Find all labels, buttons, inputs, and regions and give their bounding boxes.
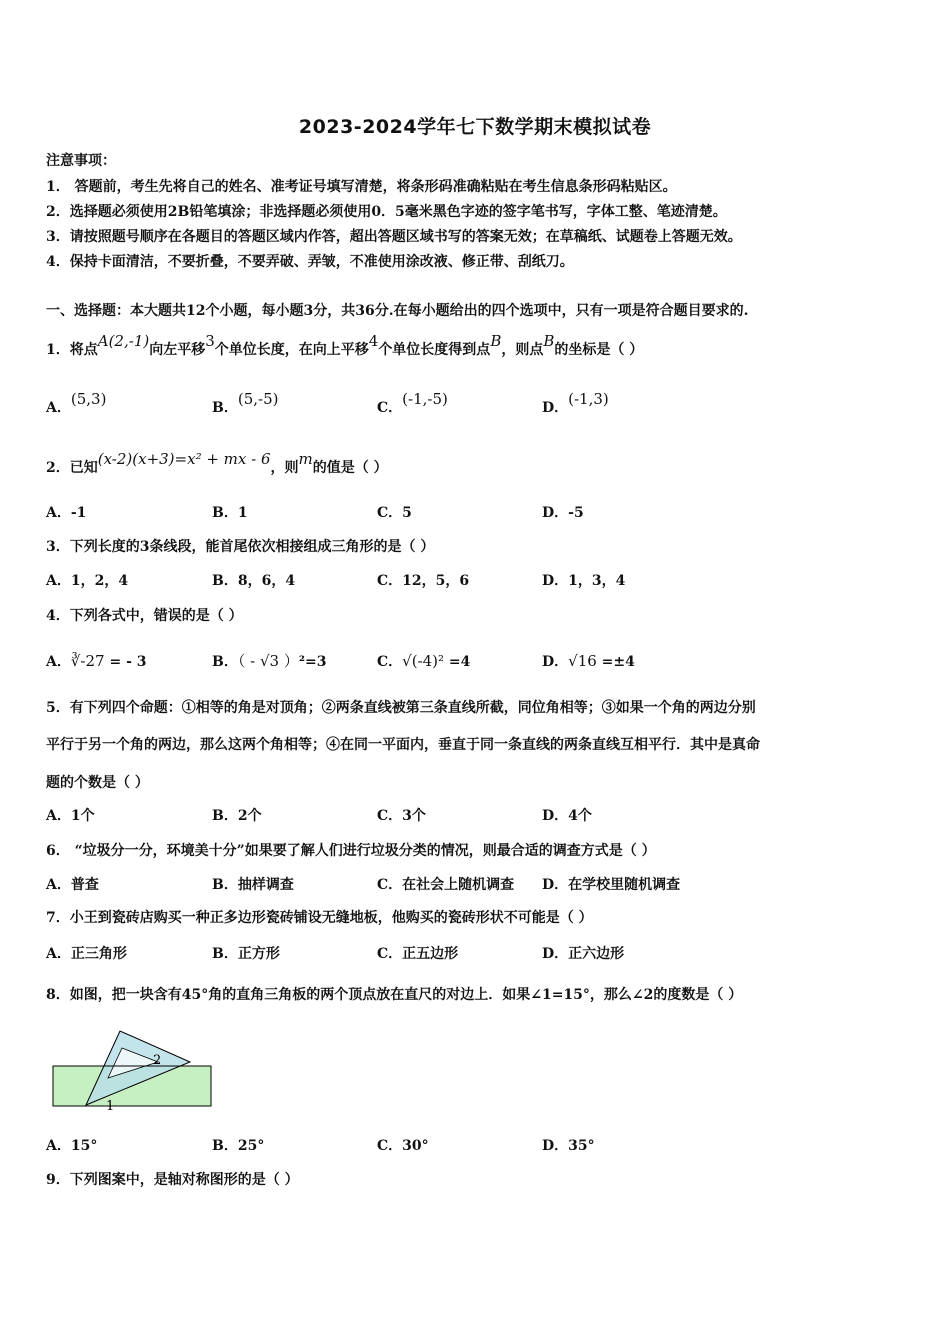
- q8-option-d[interactable]: [542, 1137, 595, 1155]
- q2-option-c[interactable]: [377, 504, 412, 522]
- q7-option-b[interactable]: [212, 945, 280, 963]
- q1-b2: B: [543, 332, 555, 350]
- q1-text-6: 的坐标是（ ）: [554, 342, 644, 358]
- q1-option-b[interactable]: [212, 390, 279, 417]
- question-2: [46, 450, 388, 477]
- q4-option-d[interactable]: [542, 652, 635, 671]
- note-item: 3．请按照题号顺序在各题目的答题区域内作答，超出答题区域书写的答案无效；在草稿纸、试题卷上答题无效。: [46, 229, 742, 245]
- q8-option-a[interactable]: [46, 1137, 97, 1155]
- option-label: B．: [212, 877, 238, 893]
- angle-2-label: 2: [153, 1053, 162, 1068]
- option-value: 30°: [402, 1138, 429, 1154]
- option-label: B．: [212, 505, 238, 521]
- option-value: 3个: [402, 808, 426, 824]
- q6-option-d[interactable]: [542, 876, 680, 894]
- option-label: D．: [542, 573, 569, 589]
- question-3: 3．下列长度的3条线段，能首尾依次相接组成三角形的是（ ）: [46, 539, 435, 555]
- option-label: A．: [46, 400, 71, 416]
- option-label: B．: [212, 808, 238, 824]
- angle-1-label: 1: [106, 1099, 115, 1114]
- option-value: -1: [70, 505, 87, 521]
- q3-option-d[interactable]: [542, 572, 625, 590]
- option-value: 4个: [568, 808, 592, 824]
- option-label: C．: [377, 505, 403, 521]
- option-value: (-1,-5): [402, 390, 448, 408]
- option-label: C．: [377, 877, 403, 893]
- q4-option-c[interactable]: [377, 652, 470, 671]
- q7-option-a[interactable]: [46, 945, 127, 963]
- q5-option-a[interactable]: [46, 807, 95, 825]
- question-1: [46, 332, 644, 359]
- q2-m: m: [298, 450, 313, 468]
- option-radical: （ - √3 ）: [237, 652, 299, 670]
- option-value: 15°: [70, 1138, 98, 1154]
- option-radical: √16: [568, 652, 597, 670]
- option-value: (5,3): [70, 390, 107, 408]
- option-value: 正六边形: [568, 946, 625, 962]
- q2-option-a[interactable]: [46, 504, 86, 522]
- option-label: A．: [46, 654, 71, 670]
- option-value: (5,-5): [237, 390, 279, 408]
- option-label: D．: [542, 1138, 569, 1154]
- q1-option-a[interactable]: [46, 390, 107, 417]
- q5-option-d[interactable]: [542, 807, 592, 825]
- option-value: 在学校里随机调查: [568, 877, 681, 893]
- option-value: 抽样调查: [237, 877, 294, 893]
- q1-option-c[interactable]: [377, 390, 448, 417]
- q4-option-a[interactable]: [46, 652, 147, 671]
- option-value: 普查: [70, 877, 99, 893]
- q1-option-d[interactable]: [542, 390, 609, 417]
- option-value: 8，6，4: [237, 573, 296, 589]
- option-radical: √(-4)²: [402, 652, 445, 670]
- option-value: 35°: [568, 1138, 595, 1154]
- q1-point: A(2,-1): [97, 332, 150, 350]
- q1-text-3: 个单位长度，在向上平移: [214, 342, 369, 358]
- q1-b1: B: [490, 332, 502, 350]
- q3-option-b[interactable]: [212, 572, 295, 590]
- question-4: 4．下列各式中，错误的是（ ）: [46, 608, 243, 624]
- q8-option-c[interactable]: [377, 1137, 429, 1155]
- option-label: A．: [46, 505, 71, 521]
- q2-option-d[interactable]: [542, 504, 584, 522]
- option-value: 正三角形: [70, 946, 127, 962]
- q1-text-5: ，则点: [501, 342, 544, 358]
- note-item: 1． 答题前，考生先将自己的姓名、准考证号填写清楚，将条形码准确粘贴在考生信息条形码粘贴区。: [46, 179, 677, 195]
- q2-expression: (x-2)(x+3)=x² + mx - 6: [97, 450, 271, 468]
- option-label: A．: [46, 808, 71, 824]
- option-label: B．: [212, 400, 238, 416]
- option-value: 12，5，6: [402, 573, 470, 589]
- q1-text-4: 个单位长度得到点: [378, 342, 491, 358]
- option-value: = - 3: [109, 654, 147, 670]
- option-value: 25°: [237, 1138, 265, 1154]
- q7-option-c[interactable]: [377, 945, 458, 963]
- option-label: C．: [377, 946, 403, 962]
- option-label: B．: [212, 1138, 238, 1154]
- section-heading: 一、选择题：本大题共12个小题，每小题3分，共36分.在每小题给出的四个选项中，只有一项是符合题目要求的.: [46, 303, 749, 319]
- option-label: A．: [46, 1138, 71, 1154]
- option-value: 1，2，4: [70, 573, 129, 589]
- q6-option-a[interactable]: [46, 876, 99, 894]
- option-value: 1个: [70, 808, 95, 824]
- q2-text-2: ，则: [270, 460, 299, 476]
- notes-heading: 注意事项：: [46, 153, 116, 169]
- q1-text-2: 向左平移: [149, 342, 206, 358]
- option-label: C．: [377, 808, 403, 824]
- note-item: 2．选择题必须使用2B铅笔填涂；非选择题必须使用0．5毫米黑色字迹的签字笔书写，字体工整、笔迹清楚。: [46, 204, 727, 220]
- option-value: 1，3，4: [568, 573, 626, 589]
- option-label: A．: [46, 877, 71, 893]
- q5-option-c[interactable]: [377, 807, 426, 825]
- q1-n1: 3: [205, 332, 215, 350]
- q2-option-b[interactable]: [212, 504, 248, 522]
- q4-option-b[interactable]: [212, 652, 326, 671]
- option-label: A．: [46, 573, 71, 589]
- question-8: 8．如图，把一块含有45°角的直角三角板的两个顶点放在直尺的对边上．如果∠1=15°，那么∠2的度数是（ ）: [46, 987, 743, 1003]
- question-5-line-1: 5．有下列四个命题：①相等的角是对顶角；②两条直线被第三条直线所截，同位角相等；③如果一个角的两边分别: [46, 700, 756, 716]
- q6-option-b[interactable]: [212, 876, 294, 894]
- option-value: =4: [448, 654, 471, 670]
- q8-option-b[interactable]: [212, 1137, 264, 1155]
- ruler-triangle-figure: [50, 1028, 220, 1114]
- option-value: -5: [568, 505, 584, 521]
- option-label: B．: [212, 654, 238, 670]
- option-label: D．: [542, 654, 569, 670]
- question-5-line-2: 平行于另一个角的两边，那么这两个角相等；④在同一平面内，垂直于同一条直线的两条直线互相平行．其中是真命: [46, 737, 760, 753]
- option-label: D．: [542, 400, 569, 416]
- option-label: B．: [212, 946, 238, 962]
- option-label: D．: [542, 877, 569, 893]
- q5-option-b[interactable]: [212, 807, 262, 825]
- option-label: C．: [377, 573, 403, 589]
- option-value: 5: [402, 505, 412, 521]
- option-label: C．: [377, 400, 403, 416]
- option-label: B．: [212, 573, 238, 589]
- q1-text-1: 1．将点: [46, 342, 98, 358]
- option-label: A．: [46, 946, 71, 962]
- option-label: C．: [377, 654, 403, 670]
- option-value: 2个: [237, 808, 262, 824]
- q3-option-c[interactable]: [377, 572, 469, 590]
- question-9: 9．下列图案中，是轴对称图形的是（ ）: [46, 1172, 299, 1188]
- option-label: C．: [377, 1138, 403, 1154]
- option-label: D．: [542, 946, 569, 962]
- note-item: 4．保持卡面清洁，不要折叠，不要弄破、弄皱，不准使用涂改液、修正带、刮纸刀。: [46, 254, 574, 270]
- question-5-line-3: 题的个数是（ ）: [46, 775, 149, 791]
- option-label: D．: [542, 505, 569, 521]
- q3-option-a[interactable]: [46, 572, 128, 590]
- option-value: 正五边形: [402, 946, 459, 962]
- page-title: 2023-2024学年七下数学期末模拟试卷: [298, 116, 652, 138]
- option-value: 正方形: [237, 946, 280, 962]
- q1-n2: 4: [368, 332, 379, 350]
- option-value: (-1,3): [568, 390, 609, 408]
- q2-text-3: 的值是（ ）: [312, 460, 388, 476]
- option-label: D．: [542, 808, 569, 824]
- option-value: =±4: [601, 654, 635, 670]
- question-7: 7．小王到瓷砖店购买一种正多边形瓷砖铺设无缝地板，他购买的瓷砖形状不可能是（ ）: [46, 910, 593, 926]
- q6-option-c[interactable]: [377, 876, 514, 894]
- option-value: ²=3: [298, 654, 327, 670]
- question-6: 6． “垃圾分一分，环境美十分”如果要了解人们进行垃圾分类的情况，则最合适的调查方式是（ ）: [46, 843, 656, 859]
- option-radical: ∛-27: [70, 652, 105, 670]
- option-value: 1: [237, 505, 248, 521]
- q7-option-d[interactable]: [542, 945, 624, 963]
- option-value: 在社会上随机调查: [402, 877, 515, 893]
- q2-text-1: 2．已知: [46, 460, 98, 476]
